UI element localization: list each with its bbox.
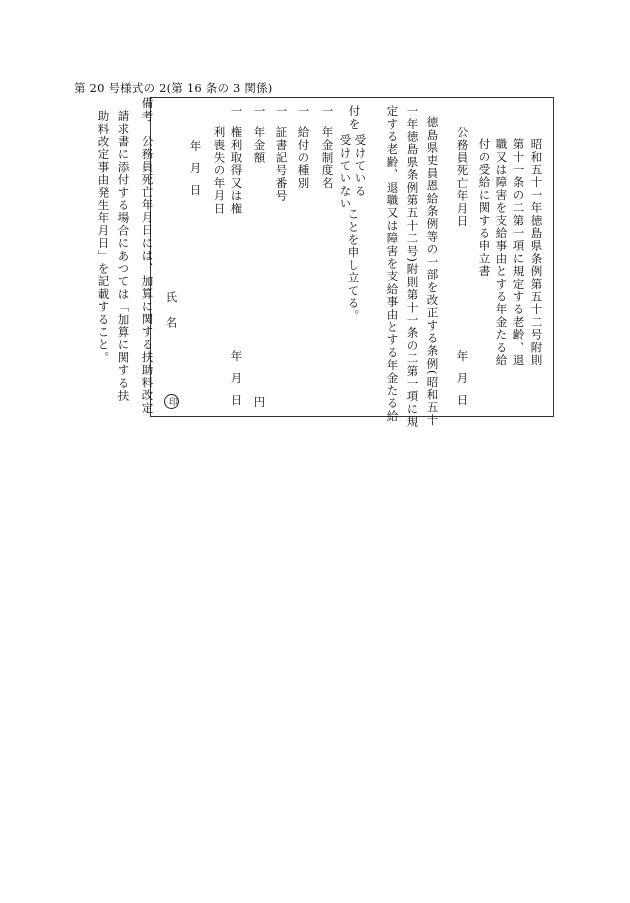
option-not-receiving: 受けていない [338,134,353,211]
form-frame [150,97,554,429]
pension-system-label: 年金制度名 [320,126,335,190]
rights-date-label-2: 利喪失の年月日 [212,126,227,215]
form-number-label: 第 20 号様式の 2(第 16 条の 3 関係) [74,81,273,95]
note-line-2: 請求書に添付する場合にあつては「加算に関する扶 [116,110,131,403]
bullet: 一 [229,105,244,118]
note-line-1: 備考 公務員死亡年月日には、加算に関する扶助料改定 [140,97,155,415]
death-date-year: 年 [455,350,470,363]
rights-date-year: 年 [229,350,244,363]
rights-date-label-1: 権利取得又は権 [229,126,244,215]
body-line-4-suffix: ことを申し立てる。 [346,208,361,323]
death-date-day: 日 [455,394,470,407]
signature-month: 月 [188,162,203,175]
title-line-1: 昭和五十一年徳島県条例第五十二号附則 [529,138,544,367]
pension-amount-label: 年金額 [252,126,267,165]
certificate-number-label: 証書記号番号 [274,126,289,203]
note-line-3: 助料改定事由発生年月日」を記載すること。 [96,110,111,364]
signature-year: 年 [188,140,203,153]
bullet: 一 [296,105,311,118]
death-date-month: 月 [455,372,470,385]
benefit-type-label: 給付の種別 [296,126,311,190]
body-line-3: 定する老齢、退職又は障害を支給事由とする年金たる給 [385,105,400,423]
body-line-4-prefix: 付を [347,105,362,131]
signature-day: 日 [188,184,203,197]
rights-date-month: 月 [229,372,244,385]
body-line-2: 一年徳島県条例第五十二号)附則第十一条の二第一項に規 [405,105,420,429]
rights-date-day: 日 [229,394,244,407]
bullet: 一 [252,105,267,118]
bullet: 一 [274,105,289,118]
title-line-3: 職又は障害を支給事由とする年金たる給 [494,138,509,367]
seal-mark [164,394,179,409]
title-line-4: 付の受給に関する申立書 [477,138,492,278]
title-line-2: 第十一条の二第一項に規定する老齢、退 [511,138,526,367]
bullet: 一 [320,105,335,118]
seal-circle: 印 [164,394,179,409]
death-date-label: 公務員死亡年月日 [455,126,470,228]
name-label: 氏 名 [164,291,179,330]
body-line-1: 徳島県吏員恩給条例等の一部を改正する条例(昭和五十 [425,116,440,427]
yen-unit: 円 [252,396,267,409]
option-receiving: 受けている [353,134,368,198]
